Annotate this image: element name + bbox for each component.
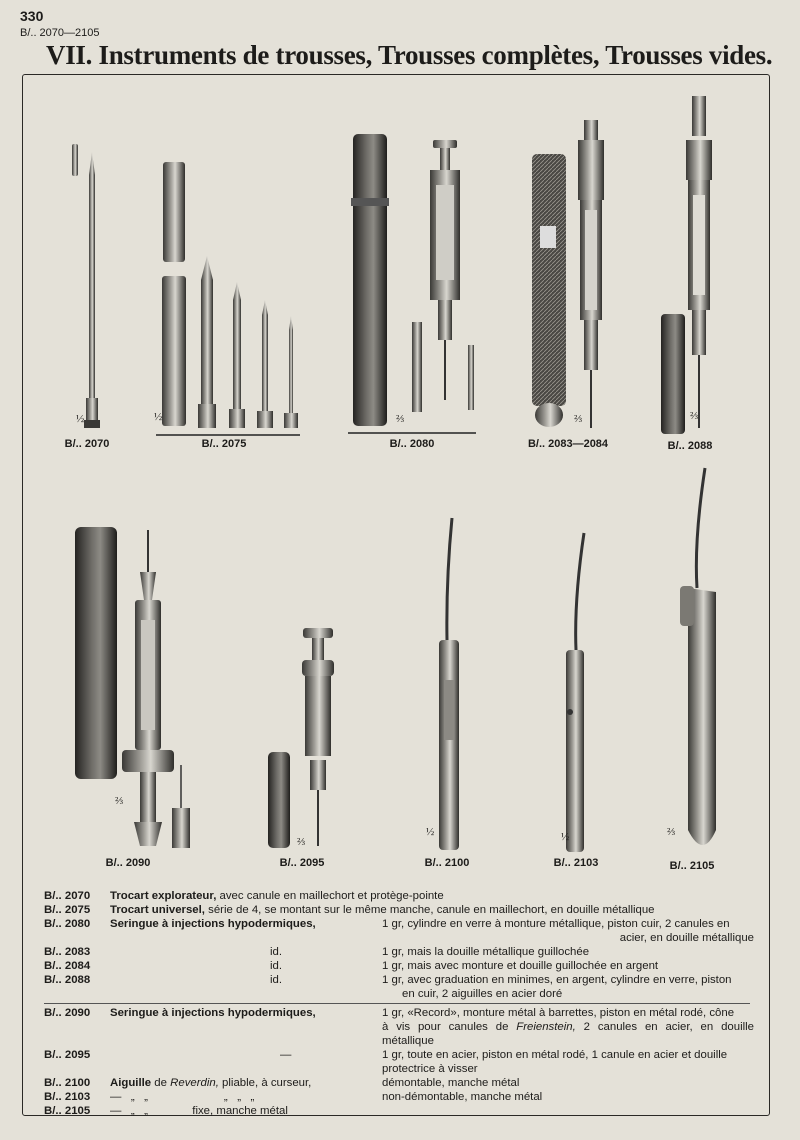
item-code: B/.. 2070 bbox=[44, 890, 91, 902]
item-spec: avec canule en maillechort et protège-pointe bbox=[219, 890, 444, 902]
trocar-2070-illustration bbox=[72, 144, 100, 428]
item-code: B/.. 2095 bbox=[44, 1049, 91, 1061]
scale-mark: ⅔ bbox=[667, 826, 676, 838]
item-spec-cont: acier, en douille métallique bbox=[619, 932, 754, 944]
item-name: — „ „ bbox=[110, 1105, 148, 1117]
figure-label: B/.. 2090 bbox=[105, 857, 151, 869]
trocar-set-2075-illustration bbox=[156, 162, 300, 435]
item-spec: 1 gr, avec graduation en minimes, en argent, cylindre en verre, piston bbox=[382, 974, 732, 986]
page-title: VII. Instruments de trousses, Trousses complètes, Trousses vides. bbox=[46, 40, 773, 70]
item-code: B/.. 2075 bbox=[44, 904, 91, 916]
scale-mark: ½ bbox=[76, 413, 85, 425]
scale-mark: ⅔ bbox=[115, 795, 124, 807]
item-code: B/.. 2103 bbox=[44, 1091, 91, 1103]
figure-label: B/.. 2070 bbox=[64, 438, 110, 450]
scale-mark: ⅔ bbox=[297, 836, 306, 848]
catalog-row bbox=[44, 973, 754, 1001]
item-code: B/.. 2105 bbox=[44, 1105, 91, 1117]
catalog-row bbox=[44, 917, 754, 945]
catalog-list bbox=[44, 889, 754, 1118]
scale-mark: ½ bbox=[426, 826, 435, 838]
figure-label: B/.. 2103 bbox=[553, 857, 599, 869]
figure-label: B/.. 2080 bbox=[389, 438, 435, 450]
syringe-2083-illustration bbox=[532, 120, 604, 428]
item-name: Seringue à injections hypodermiques, bbox=[110, 918, 316, 930]
catalog-row bbox=[44, 1006, 754, 1048]
item-name-italic: Reverdin, bbox=[170, 1077, 219, 1089]
item-name: Trocart explorateur, bbox=[110, 890, 217, 902]
item-spec-cont: à vis pour canules de bbox=[382, 1021, 517, 1033]
item-name-part: de bbox=[151, 1077, 171, 1089]
scale-mark: ⅔ bbox=[690, 410, 699, 422]
figure-label: B/.. 2100 bbox=[424, 857, 470, 869]
syringe-2088-illustration bbox=[661, 96, 712, 434]
item-spec: 1 gr, cylindre en verre à monture métallique, piston cuir, 2 canules en bbox=[382, 918, 730, 930]
catalog-row bbox=[44, 1076, 754, 1090]
item-name: Aiguille bbox=[110, 1077, 152, 1089]
figure-label: B/.. 2075 bbox=[201, 438, 247, 450]
item-spec: 1 gr, «Record», monture métal à barrettes, piston en métal rodé, cône bbox=[382, 1007, 735, 1019]
page-number: 330 bbox=[20, 8, 44, 24]
page-range: B/.. 2070—2105 bbox=[20, 27, 100, 39]
item-spec: non-démontable, manche métal bbox=[382, 1091, 543, 1103]
figure-label: B/.. 2105 bbox=[669, 860, 715, 872]
divider bbox=[44, 1003, 750, 1004]
item-name: Seringue à injections hypodermiques, bbox=[110, 1007, 316, 1019]
item-code: B/.. 2088 bbox=[44, 974, 91, 986]
syringe-2095-illustration bbox=[268, 628, 334, 848]
figure-label: B/.. 2088 bbox=[667, 440, 713, 452]
item-code: B/.. 2083 bbox=[44, 946, 91, 958]
syringe-2080-illustration bbox=[348, 134, 476, 433]
item-name: Trocart universel, bbox=[110, 904, 205, 916]
item-name: id. bbox=[270, 946, 283, 958]
item-name-part: pliable, à curseur, bbox=[218, 1077, 312, 1089]
item-name-part: fixe, manche métal bbox=[192, 1105, 288, 1117]
catalog-row bbox=[44, 945, 754, 959]
item-spec-italic: Freienstein, bbox=[516, 1021, 576, 1033]
reverdin-needle-2103-illustration bbox=[566, 533, 584, 852]
catalog-row bbox=[44, 1048, 754, 1076]
item-code: B/.. 2100 bbox=[44, 1077, 91, 1089]
reverdin-needle-2105-illustration bbox=[680, 468, 716, 845]
catalog-row bbox=[44, 1090, 754, 1104]
item-code: B/.. 2080 bbox=[44, 918, 91, 930]
item-spec-cont: protectrice à visser bbox=[382, 1063, 478, 1075]
figure-label: B/.. 2095 bbox=[279, 857, 325, 869]
item-code: B/.. 2084 bbox=[44, 960, 91, 972]
catalog-row bbox=[44, 903, 754, 917]
item-spec-cont: en cuir, 2 aiguilles en acier doré bbox=[402, 988, 563, 1000]
item-spec: 1 gr, mais la douille métallique guillochée bbox=[382, 946, 590, 958]
scale-mark: ⅔ bbox=[574, 413, 583, 425]
item-name: id. bbox=[270, 960, 283, 972]
scale-mark: ⅔ bbox=[396, 413, 405, 425]
catalog-row bbox=[44, 889, 754, 903]
syringe-2090-illustration bbox=[75, 527, 190, 848]
catalog-row bbox=[44, 959, 754, 973]
item-name: id. bbox=[270, 974, 283, 986]
item-name: — bbox=[280, 1049, 292, 1061]
item-spec: 1 gr, toute en acier, piston en métal rodé, 1 canule en acier et douille bbox=[382, 1049, 728, 1061]
catalog-row bbox=[44, 1104, 754, 1118]
item-name: — „ „ bbox=[110, 1091, 148, 1103]
scale-mark: ½ bbox=[154, 411, 163, 423]
scale-mark: ½ bbox=[561, 831, 570, 843]
item-spec: 1 gr, mais avec monture et douille guillochée en argent bbox=[382, 960, 659, 972]
item-spec-cont: 2 canules en acier, en douille métallique bbox=[382, 1021, 754, 1047]
item-spec: démontable, manche métal bbox=[382, 1077, 520, 1089]
figure-label: B/.. 2083—2084 bbox=[527, 438, 609, 450]
item-code: B/.. 2090 bbox=[44, 1007, 91, 1019]
item-spec: série de 4, se montant sur le même manche, canule en maillechort, en douille métallique bbox=[208, 904, 655, 916]
reverdin-needle-2100-illustration bbox=[439, 518, 459, 850]
item-name-part: „ „ „ bbox=[223, 1091, 255, 1103]
